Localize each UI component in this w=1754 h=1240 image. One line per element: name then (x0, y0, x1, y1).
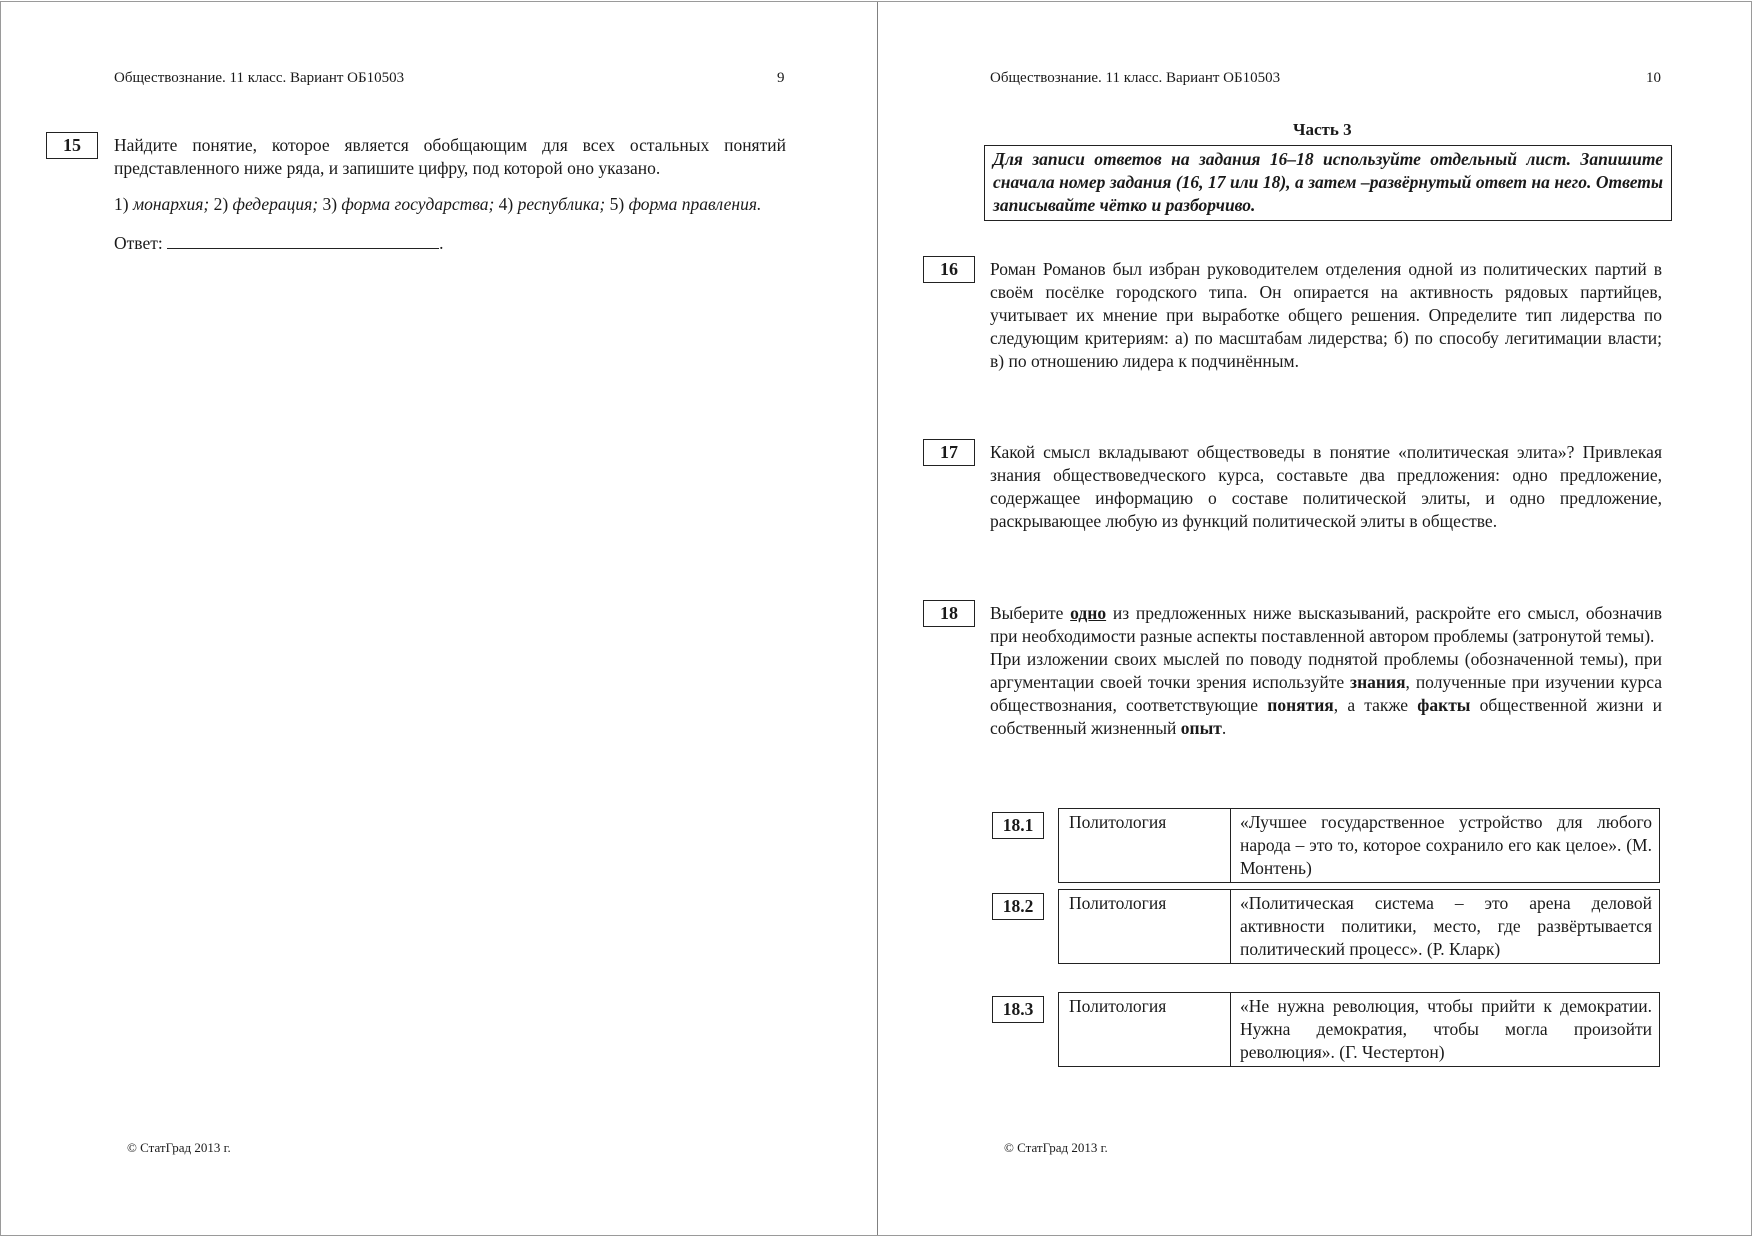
right-page (878, 2, 1753, 1235)
page-footer: © СтатГрад 2013 г. (1004, 1140, 1108, 1155)
task-number-box: 18 (923, 600, 975, 627)
task-18-text (990, 602, 1662, 740)
subtask-number-box: 18.1 (992, 812, 1044, 839)
task-number-box: 17 (923, 439, 975, 466)
text-run: общественной жизни и собственный жизненный (990, 695, 1663, 738)
emphasis-word: одно (1070, 603, 1107, 623)
subtask-table (1058, 808, 1660, 883)
task-18-paragraph-1 (990, 602, 1662, 648)
page-number: 10 (1646, 70, 1661, 86)
option-number: 1) (114, 194, 129, 214)
option-text: форма правления. (628, 194, 762, 214)
subtask-quote: «Лучшее государственное устройство для любого народа – это то, которое сохранило его как целое». (М. Монтень) (1240, 812, 1652, 878)
option-number: 3) (322, 194, 338, 214)
task-15-text (114, 134, 786, 255)
option-text: федерация; (232, 194, 319, 214)
booklet-spread (0, 1, 1752, 1236)
subtask-number-box: 18.2 (992, 893, 1044, 920)
option-text: форма государства; (341, 194, 495, 214)
option-number: 2) (213, 194, 229, 214)
option-text: монархия; (132, 194, 210, 214)
subtask-quote: «Не нужна революция, чтобы прийти к демократии. Нужна демократия, чтобы могла произойти революция». (Г. Честертон) (1240, 996, 1652, 1062)
page-header: Обществознание. 11 класс. Вариант ОБ10503 (114, 70, 405, 86)
option-number: 4) (498, 194, 514, 214)
option-text: республика; (517, 194, 606, 214)
subtask-row (992, 992, 1662, 1064)
subtask-topic: Политология (1059, 993, 1231, 1066)
task-17-question: Какой смысл вкладывают обществоведы в понятие «политическая элита»? Привлекая знания обществоведческого курса, составьте два предложения: одно предложение, содержащее информацию о составе политической элиты, и одно предложение, раскрывающее любую из функций политической элиты в обществе. (990, 442, 1662, 531)
page-header: Обществознание. 11 класс. Вариант ОБ10503 (990, 70, 1281, 86)
option-number: 5) (609, 194, 625, 214)
subtask-quote: «Политическая система – это арена деловой активности политики, место, где развёртывается политический процесс». (Р. Кларк) (1240, 893, 1652, 959)
task-16-question: Роман Романов был избран руководителем отделения одной из политических партий в своём посёлке городского типа. Он опирается на активность рядовых партийцев, учитывает их мнение при выработке общего решения. Определите тип лидерства по следующим критериям: а) по масштабам лидерства; б) по способу легитимации власти; в) по отношению лидера к подчинённым. (990, 259, 1662, 371)
subtask-table (1058, 889, 1660, 964)
text-run: Выберите (990, 603, 1064, 623)
task-18-paragraph-2 (990, 648, 1662, 740)
text-run: , полученные при изучении курса обществознания, соответствующие (990, 672, 1663, 715)
answer-field[interactable] (167, 231, 439, 249)
subtask-row (992, 889, 1662, 985)
bold-term: опыт (1180, 718, 1222, 738)
bold-term: факты (1417, 695, 1471, 715)
subtask-table (1058, 992, 1660, 1067)
subtask-topic: Политология (1059, 809, 1231, 882)
left-page (1, 2, 877, 1235)
text-run: , а также (1333, 695, 1409, 715)
bold-term: понятия (1267, 695, 1334, 715)
page-footer: © СтатГрад 2013 г. (127, 1140, 231, 1155)
task-number-box: 15 (46, 132, 98, 159)
answer-label: Ответ: (114, 233, 163, 253)
instruction-box: Для записи ответов на задания 16–18 используйте отдельный лист. Запишите сначала номер задания (16, 17 или 18), а затем –развёрнутый ответ на него. Ответы записывайте чётко и разборчиво. (984, 145, 1672, 221)
task-number-box: 16 (923, 256, 975, 283)
answer-end: . (439, 233, 444, 253)
subtask-row (992, 808, 1662, 880)
task-15-question: Найдите понятие, которое является обобщающим для всех остальных понятий представленного ниже ряда, и запишите цифру, под которой оно указано. (114, 135, 786, 178)
task-17-text (990, 441, 1662, 533)
subtask-number-box: 18.3 (992, 996, 1044, 1023)
text-run: . (1221, 718, 1227, 738)
subtask-topic: Политология (1059, 890, 1231, 963)
page-number: 9 (777, 70, 785, 86)
text-run: При изложении своих мыслей по поводу поднятой проблемы (обозначенной темы), при аргументации своей точки зрения используйте (990, 649, 1662, 692)
task-16-text (990, 258, 1662, 373)
bold-term: знания (1350, 672, 1406, 692)
part-title-text: Часть 3 (1293, 120, 1352, 139)
task-15-options (114, 193, 786, 216)
answer-row (114, 231, 786, 255)
text-run: из предложенных ниже высказываний, раскройте его смысл, обозначив при необходимости разные аспекты поставленной автором проблемы (затронутой темы). (990, 603, 1663, 646)
